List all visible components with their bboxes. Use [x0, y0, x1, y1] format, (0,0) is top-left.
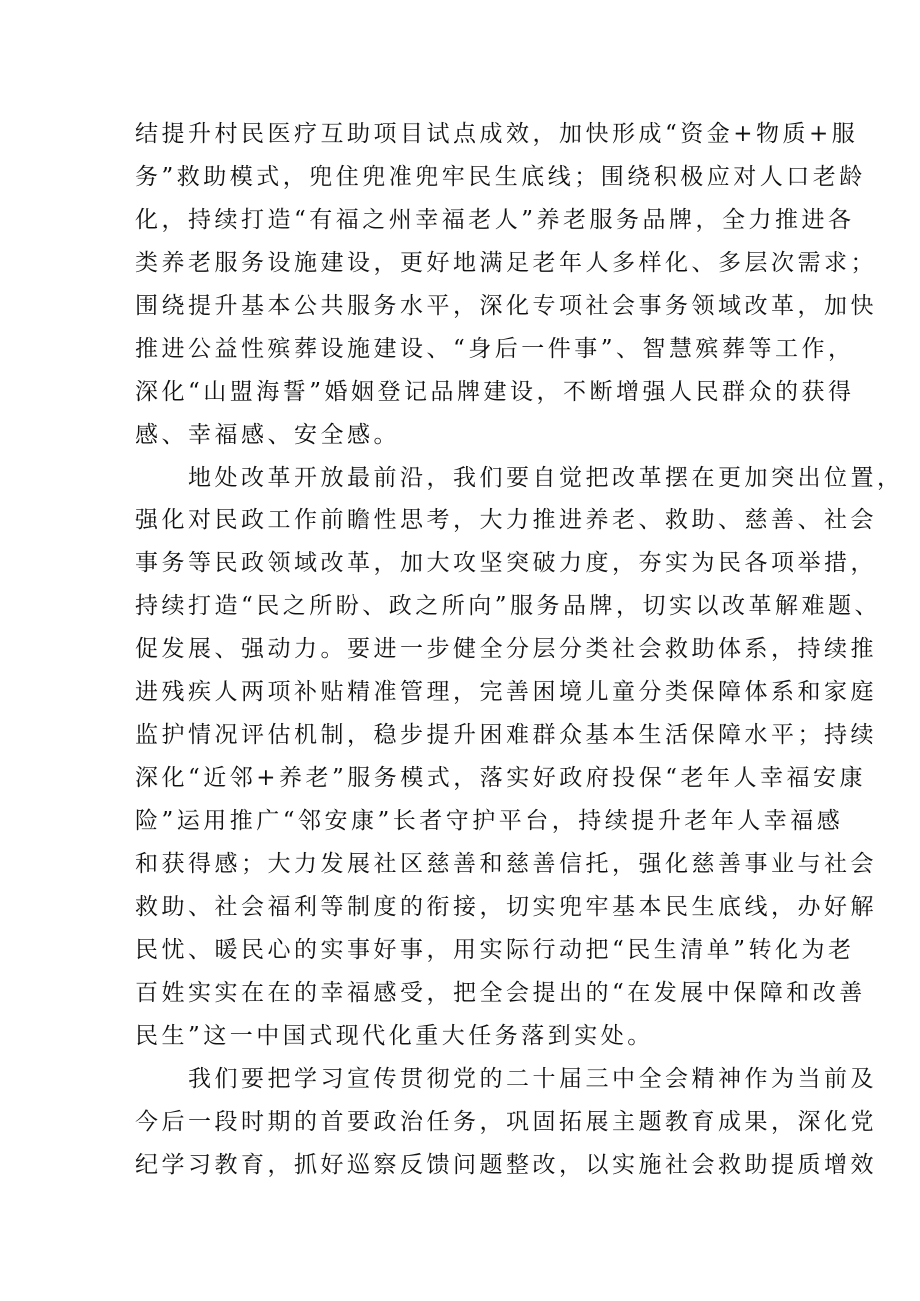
text-line: 进残疾人两项补贴精准管理，完善困境儿童分类保障体系和家庭 [135, 679, 877, 706]
text-line: 促发展、强动力。要进一步健全分层分类社会救助体系，持续推 [135, 636, 877, 663]
text-line: 救助、社会福利等制度的衔接，切实兜牢基本民生底线，办好解 [135, 893, 877, 920]
text-line: 百姓实实在在的幸福感受，把全会提出的“在发展中保障和改善 [135, 979, 866, 1006]
text-line: 纪学习教育，抓好巡察反馈问题整改，以实施社会救助提质增效 [135, 1151, 877, 1178]
text-line: 险”运用推广“邻安康”长者守护平台，持续提升老年人幸福感 [135, 808, 844, 834]
text-line: 化，持续打造“有福之州幸福老人”养老服务品牌，全力推进各 [135, 206, 855, 233]
body-text [135, 113, 904, 1186]
text-line: 监护情况评估机制，稳步提升困难群众基本生活保障水平；持续 [135, 722, 877, 749]
text-line: 和获得感；大力发展社区慈善和慈善信托，强化慈善事业与社会 [135, 850, 877, 877]
text-line: 务”救助模式，兜住兜准兜牢民生底线；围绕积极应对人口老龄 [135, 163, 866, 190]
text-line: 深化“山盟海誓”婚姻登记品牌建设，不断增强人民群众的获得 [135, 378, 855, 405]
text-line: 类养老服务设施建设，更好地满足老年人多样化、多层次需求； [135, 249, 877, 276]
text-line: 事务等民政领域改革，加大攻坚突破力度，夯实为民各项举措， [135, 550, 877, 577]
text-line: 我们要把学习宣传贯彻党的二十届三中全会精神作为当前及 [135, 1065, 877, 1092]
text-line: 地处改革开放最前沿，我们要自觉把改革摆在更加突出位置， [135, 464, 904, 491]
text-line: 今后一段时期的首要政治任务，巩固拓展主题教育成果，深化党 [135, 1108, 877, 1135]
text-line: 深化“近邻+养老”服务模式，落实好政府投保“老年人幸福安康 [135, 765, 867, 792]
text-line: 民忧、暖民心的实事好事，用实际行动把“民生清单”转化为老 [135, 936, 855, 963]
text-line: 持续打造“民之所盼、政之所向”服务品牌，切实以改革解难题、 [135, 593, 882, 620]
text-line: 感、幸福感、安全感。 [135, 421, 400, 448]
text-line: 围绕提升基本公共服务水平，深化专项社会事务领域改革，加快 [135, 292, 877, 319]
text-line: 推进公益性殡葬设施建设、“身后一件事”、智慧殡葬等工作， [135, 335, 855, 362]
text-line: 结提升村民医疗互助项目试点成效，加快形成“资金+物质+服 [135, 121, 859, 147]
text-line: 强化对民政工作前瞻性思考，大力推进养老、救助、慈善、社会 [135, 507, 877, 534]
text-line: 民生”这一中国式现代化重大任务落到实处。 [135, 1022, 654, 1049]
